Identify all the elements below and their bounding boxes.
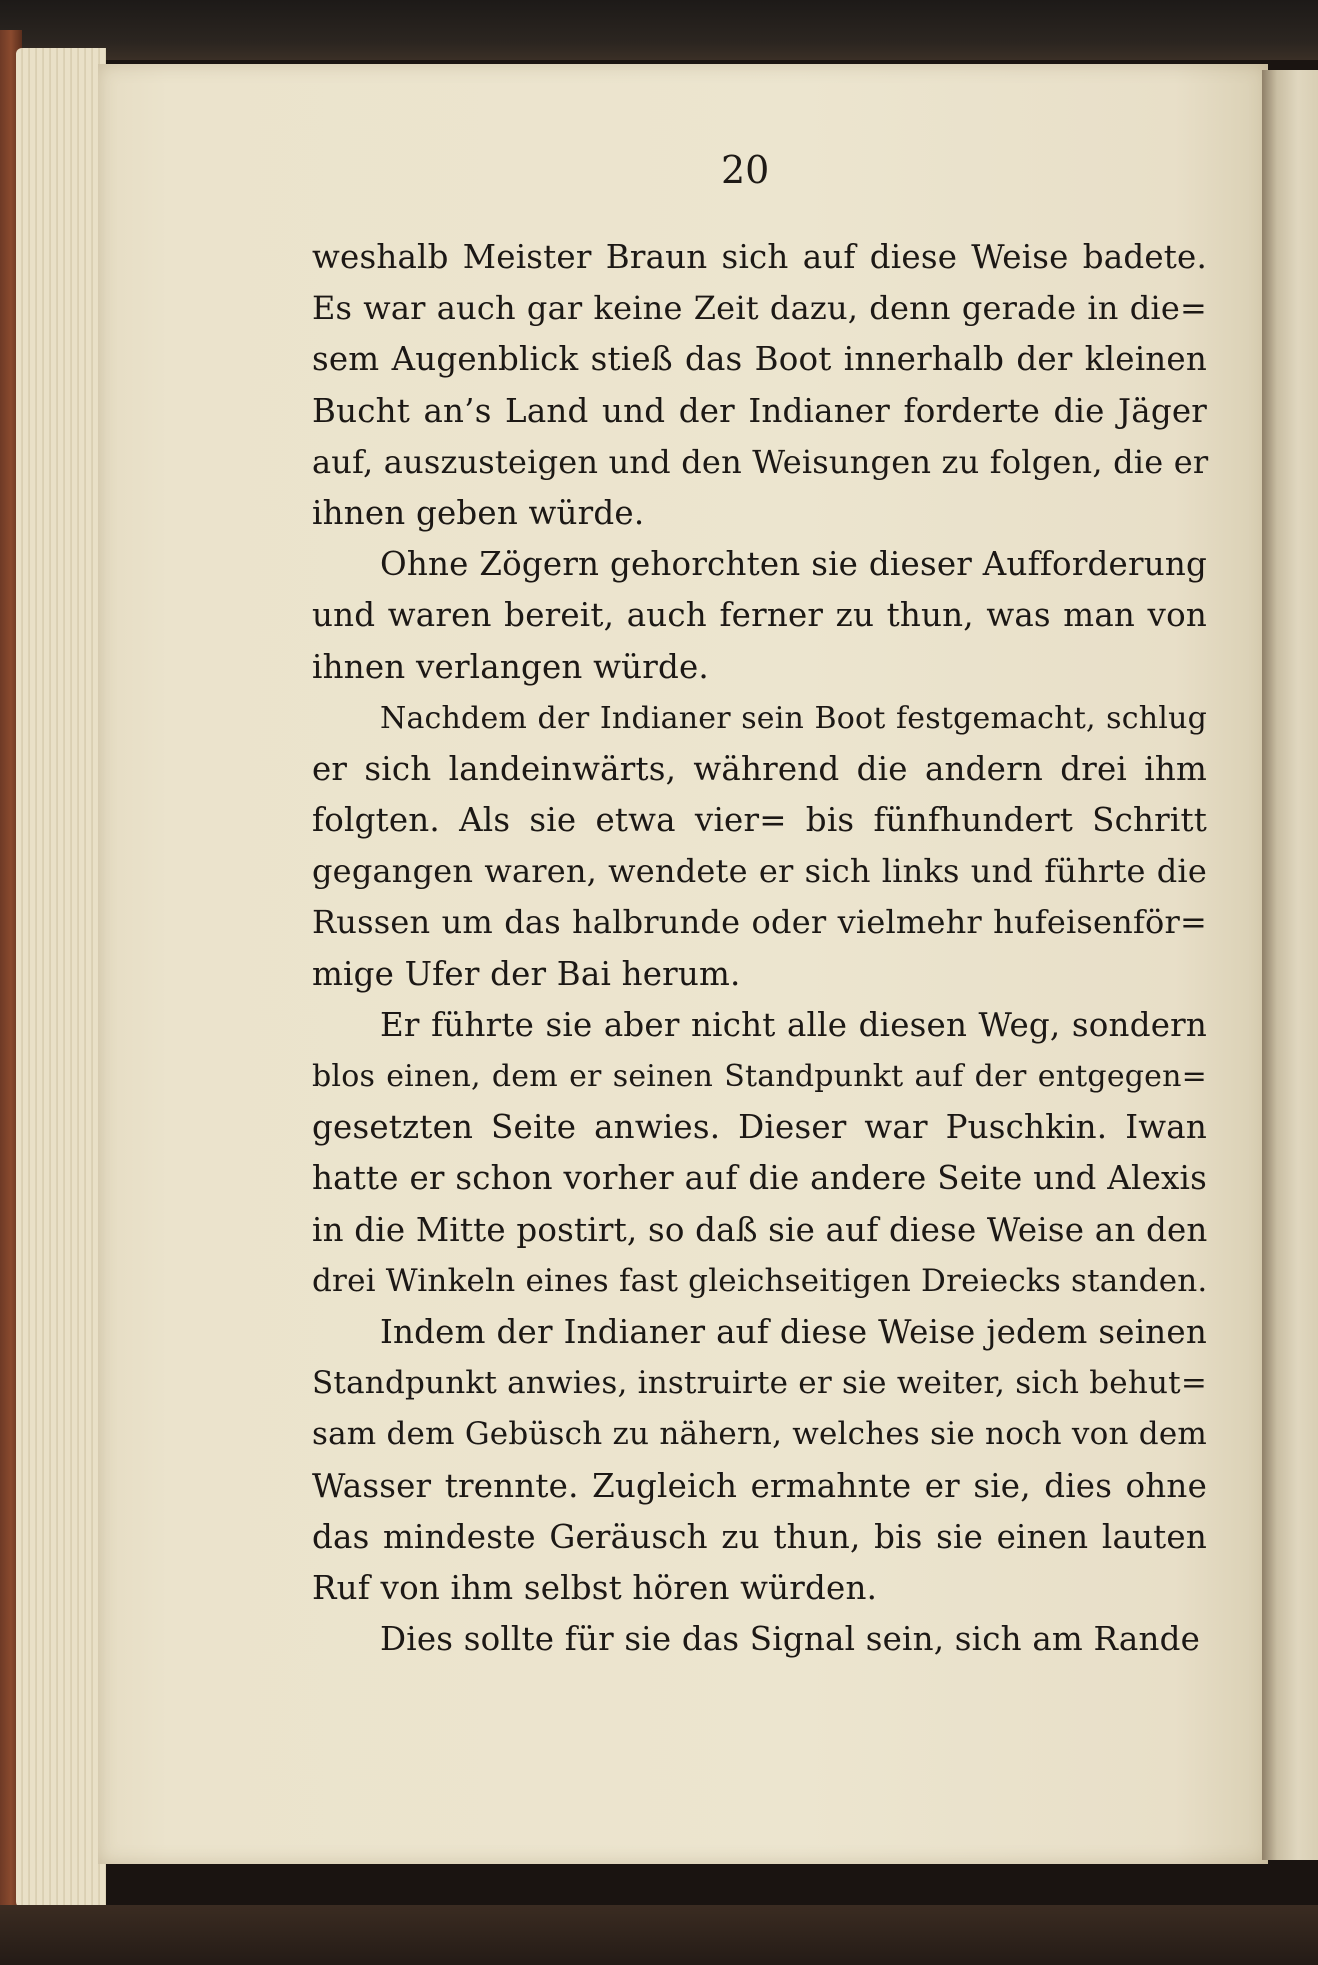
text-line: sam dem Gebüsch zu nähern, welches sie noch von dem — [312, 1416, 1207, 1453]
text-line: Wasser trennte. Zugleich ermahnte er sie, dies ohne — [312, 1466, 1207, 1505]
page-number: 20 — [721, 148, 770, 192]
text-line: auf, auszusteigen und den Weisungen zu folgen, die er — [312, 442, 1209, 481]
text-line: er sich landeinwärts, während die andern drei ihm — [312, 749, 1207, 788]
text-line: und waren bereit, auch ferner zu thun, was man von — [312, 596, 1207, 635]
paragraph — [312, 693, 1207, 1000]
text-line: drei Winkeln eines fast gleichseitigen Dreiecks standen. — [312, 1262, 1208, 1299]
paragraph — [312, 232, 1207, 539]
text-line: Es war auch gar keine Zeit dazu, denn gerade in die= — [312, 289, 1207, 328]
text-line: Nachdem der Indianer sein Boot festgemacht, schlug — [380, 700, 1207, 736]
paragraph — [312, 539, 1207, 693]
text-line: ihnen geben würde. — [312, 493, 645, 532]
paragraph — [312, 1614, 1207, 1665]
text-line: folgten. Als sie etwa vier= bis fünfhundert Schritt — [312, 801, 1207, 840]
text-line: sem Augenblick stieß das Boot innerhalb der kleinen — [312, 340, 1207, 379]
text-line: Ruf von ihm selbst hören würden. — [312, 1568, 878, 1607]
text-line: blos einen, dem er seinen Standpunkt auf der entgegen= — [312, 1059, 1207, 1094]
book-cover-bottom-edge — [0, 1905, 1318, 1965]
text-line: gesetzten Seite anwies. Dieser war Puschkin. Iwan — [312, 1108, 1207, 1147]
paragraph — [312, 1307, 1207, 1614]
text-line: weshalb Meister Braun sich auf diese Weise badete. — [312, 238, 1207, 276]
facing-page-edge — [1262, 70, 1318, 1860]
text-line: Ohne Zögern gehorchten sie dieser Aufforderung — [380, 545, 1207, 584]
text-line: Bucht an’s Land und der Indianer forderte die Jäger — [312, 391, 1207, 430]
text-line: gegangen waren, wendete er sich links und führte die — [312, 852, 1207, 891]
text-line: in die Mitte postirt, so daß sie auf diese Weise an den — [312, 1210, 1208, 1249]
text-line: Er führte sie aber nicht alle diesen Weg, sondern — [380, 1005, 1207, 1044]
text-line: ihnen verlangen würde. — [312, 647, 709, 686]
text-line: mige Ufer der Bai herum. — [312, 954, 741, 993]
text-line: das mindeste Geräusch zu thun, bis sie einen lauten — [312, 1517, 1207, 1556]
book-cover-top-edge — [0, 0, 1318, 60]
text-line: Indem der Indianer auf diese Weise jedem seinen — [380, 1312, 1207, 1351]
body-text — [312, 232, 1207, 1665]
text-line: Dies sollte für sie das Signal sein, sich am Rande — [380, 1620, 1201, 1659]
text-line: hatte er schon vorher auf die andere Seite und Alexis — [312, 1159, 1207, 1198]
text-line: Standpunkt anwies, instruirte er sie weiter, sich behut= — [312, 1365, 1207, 1402]
text-line: Russen um das halbrunde oder vielmehr hufeisenför= — [312, 903, 1207, 942]
paragraph — [312, 1000, 1207, 1307]
stacked-page-edges — [16, 48, 106, 1908]
